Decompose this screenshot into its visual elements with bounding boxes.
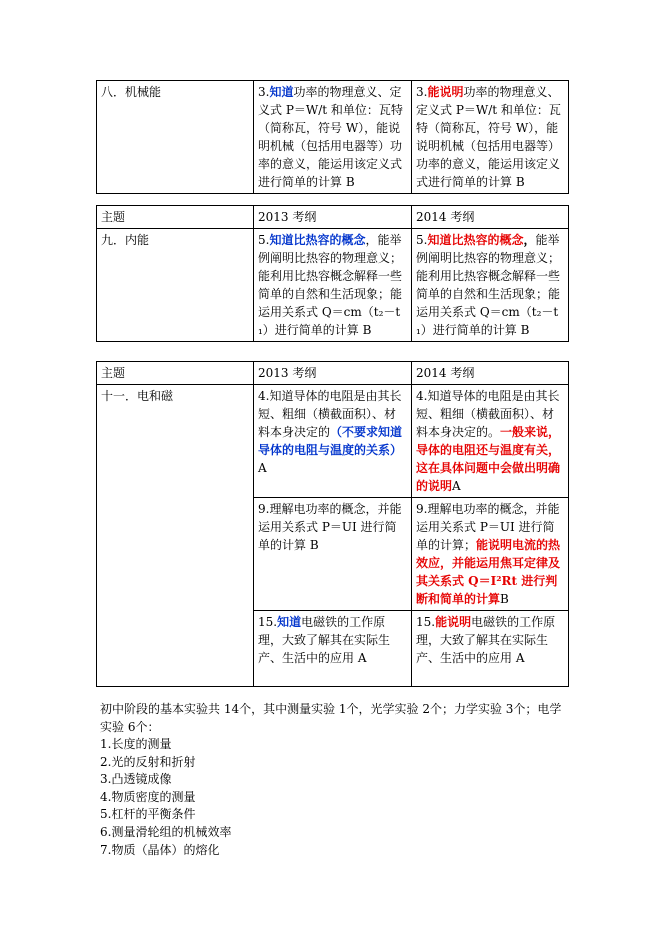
list-item: 4.物质密度的测量 <box>100 789 196 804</box>
item-text: 功率的物理意义、定义式 P＝W/t 和单位：瓦特（简称瓦，符号 W），能说明机械（包括用电器等）功率的意义，能运用该定义式进行简单的计算 B <box>416 85 561 189</box>
item-number: 15. <box>258 615 278 629</box>
topic-text: 八．机械能 <box>101 85 162 99</box>
syllabus-2014-cell <box>412 498 569 611</box>
topic-cell <box>97 229 254 342</box>
list-item: 1.长度的测量 <box>100 737 172 751</box>
item-grade: A <box>452 479 461 493</box>
item-text: 电磁铁的工作原理，大致了解其在实际生产、生活中的应用 A <box>416 615 556 665</box>
syllabus-2014-cell <box>412 81 569 194</box>
syllabus-2013-cell <box>254 611 412 687</box>
item-number: 5. <box>258 233 270 247</box>
header-2014: 2014 考纲 <box>412 206 569 229</box>
item-number: 5. <box>416 233 428 247</box>
item-text: 电磁铁的工作原理，大致了解其在实际生产、生活中的应用 A <box>258 615 391 665</box>
table-internal-energy <box>96 205 569 342</box>
topic-cell <box>97 81 254 194</box>
topic-text: 九．内能 <box>101 233 150 247</box>
item-grade: A <box>258 461 267 475</box>
syllabus-2013-cell <box>254 229 412 342</box>
header-2014: 2014 考纲 <box>412 362 569 385</box>
item-text: 功率的物理意义、定义式 P＝W/t 和单位：瓦特（简称瓦，符号 W），能说明机械（包括用电器等）功率的意义，能运用该定义式进行简单的计算 B <box>258 85 403 189</box>
syllabus-2013-cell <box>254 81 412 194</box>
item-number: 3. <box>258 85 270 99</box>
highlight-text: 知道 <box>277 615 302 629</box>
highlight-text: 能说明 <box>435 615 472 629</box>
item-text: 能举例阐明比热容的物理意义；能利用比热容概念解释一些简单的自然和生活现象；能运用关系式 Q＝cm（t₂－t₁）进行简单的计算 B <box>416 233 561 337</box>
syllabus-2014-cell <box>412 611 569 687</box>
item-text: ，能举例阐明比热容的物理意义；能利用比热容概念解释一些简单的自然和生活现象；能运用关系式 Q＝cm（t₂－t₁）进行简单的计算 B <box>258 233 403 337</box>
item-text: 4.知道导体的电阻是由其长短、粗细（横截面积）、材料本身决定的。 <box>416 389 560 439</box>
item-text: 4.知道导体的电阻是由其长短、粗细（横截面积）、材料本身决定的 <box>258 389 402 439</box>
highlight-text: （不要求知道导体的电阻与温度的关系） <box>258 425 403 457</box>
list-item: 5.杠杆的平衡条件 <box>100 807 196 822</box>
syllabus-2013-cell <box>254 385 412 498</box>
list-item: 3.凸透镜成像 <box>100 772 172 787</box>
highlight-text: 知道比热容的概念 <box>427 233 524 247</box>
header-2013: 2013 考纲 <box>254 206 412 229</box>
table-mechanical-energy <box>96 80 569 194</box>
syllabus-2013-cell <box>254 498 412 611</box>
topic-cell <box>97 385 254 687</box>
topic-text: 十一．电和磁 <box>101 389 174 403</box>
syllabus-2014-cell <box>412 229 569 342</box>
experiments-list <box>100 736 231 859</box>
highlight-text: 知道 <box>269 85 294 99</box>
syllabus-2014-cell <box>412 385 569 498</box>
highlight-text: 知道比热容的概念 <box>269 233 366 247</box>
list-item: 2.光的反射和折射 <box>100 754 196 769</box>
item-grade: B <box>500 592 509 606</box>
item-text: 9.理解电功率的概念，并能运用关系式 P＝UI 进行简单的计算； <box>416 502 560 552</box>
header-topic: 主题 <box>97 206 254 229</box>
item-text: 9.理解电功率的概念，并能运用关系式 P＝UI 进行简单的计算 B <box>258 502 402 552</box>
highlight-text: 一般来说，导体的电阻还与温度有关，这在具体问题中会做出明确的说明 <box>416 425 561 493</box>
header-row <box>97 206 569 229</box>
highlight-text: 能说明 <box>427 85 464 99</box>
experiments-intro: 初中阶段的基本实验共 14个，其中测量实验 1个，光学实验 2个；力学实验 3个；电学实验 6个： <box>100 702 562 734</box>
header-topic: 主题 <box>97 362 254 385</box>
table-row <box>97 81 569 194</box>
item-number: 3. <box>416 85 428 99</box>
highlight-text: 能说明电流的热效应，并能运用焦耳定律及其关系式 Q＝I²Rt 进行判断和简单的计算 <box>416 538 561 606</box>
table-row <box>97 385 569 498</box>
list-item: 7.物质（晶体）的熔化 <box>100 842 220 857</box>
list-item: 6.测量滑轮组的机械效率 <box>100 824 232 839</box>
header-row <box>97 362 569 385</box>
item-number: 15. <box>416 615 436 629</box>
bold-punct: ， <box>523 233 536 247</box>
header-2013: 2013 考纲 <box>254 362 412 385</box>
table-row <box>97 229 569 342</box>
table-electricity-magnetism <box>96 361 569 687</box>
